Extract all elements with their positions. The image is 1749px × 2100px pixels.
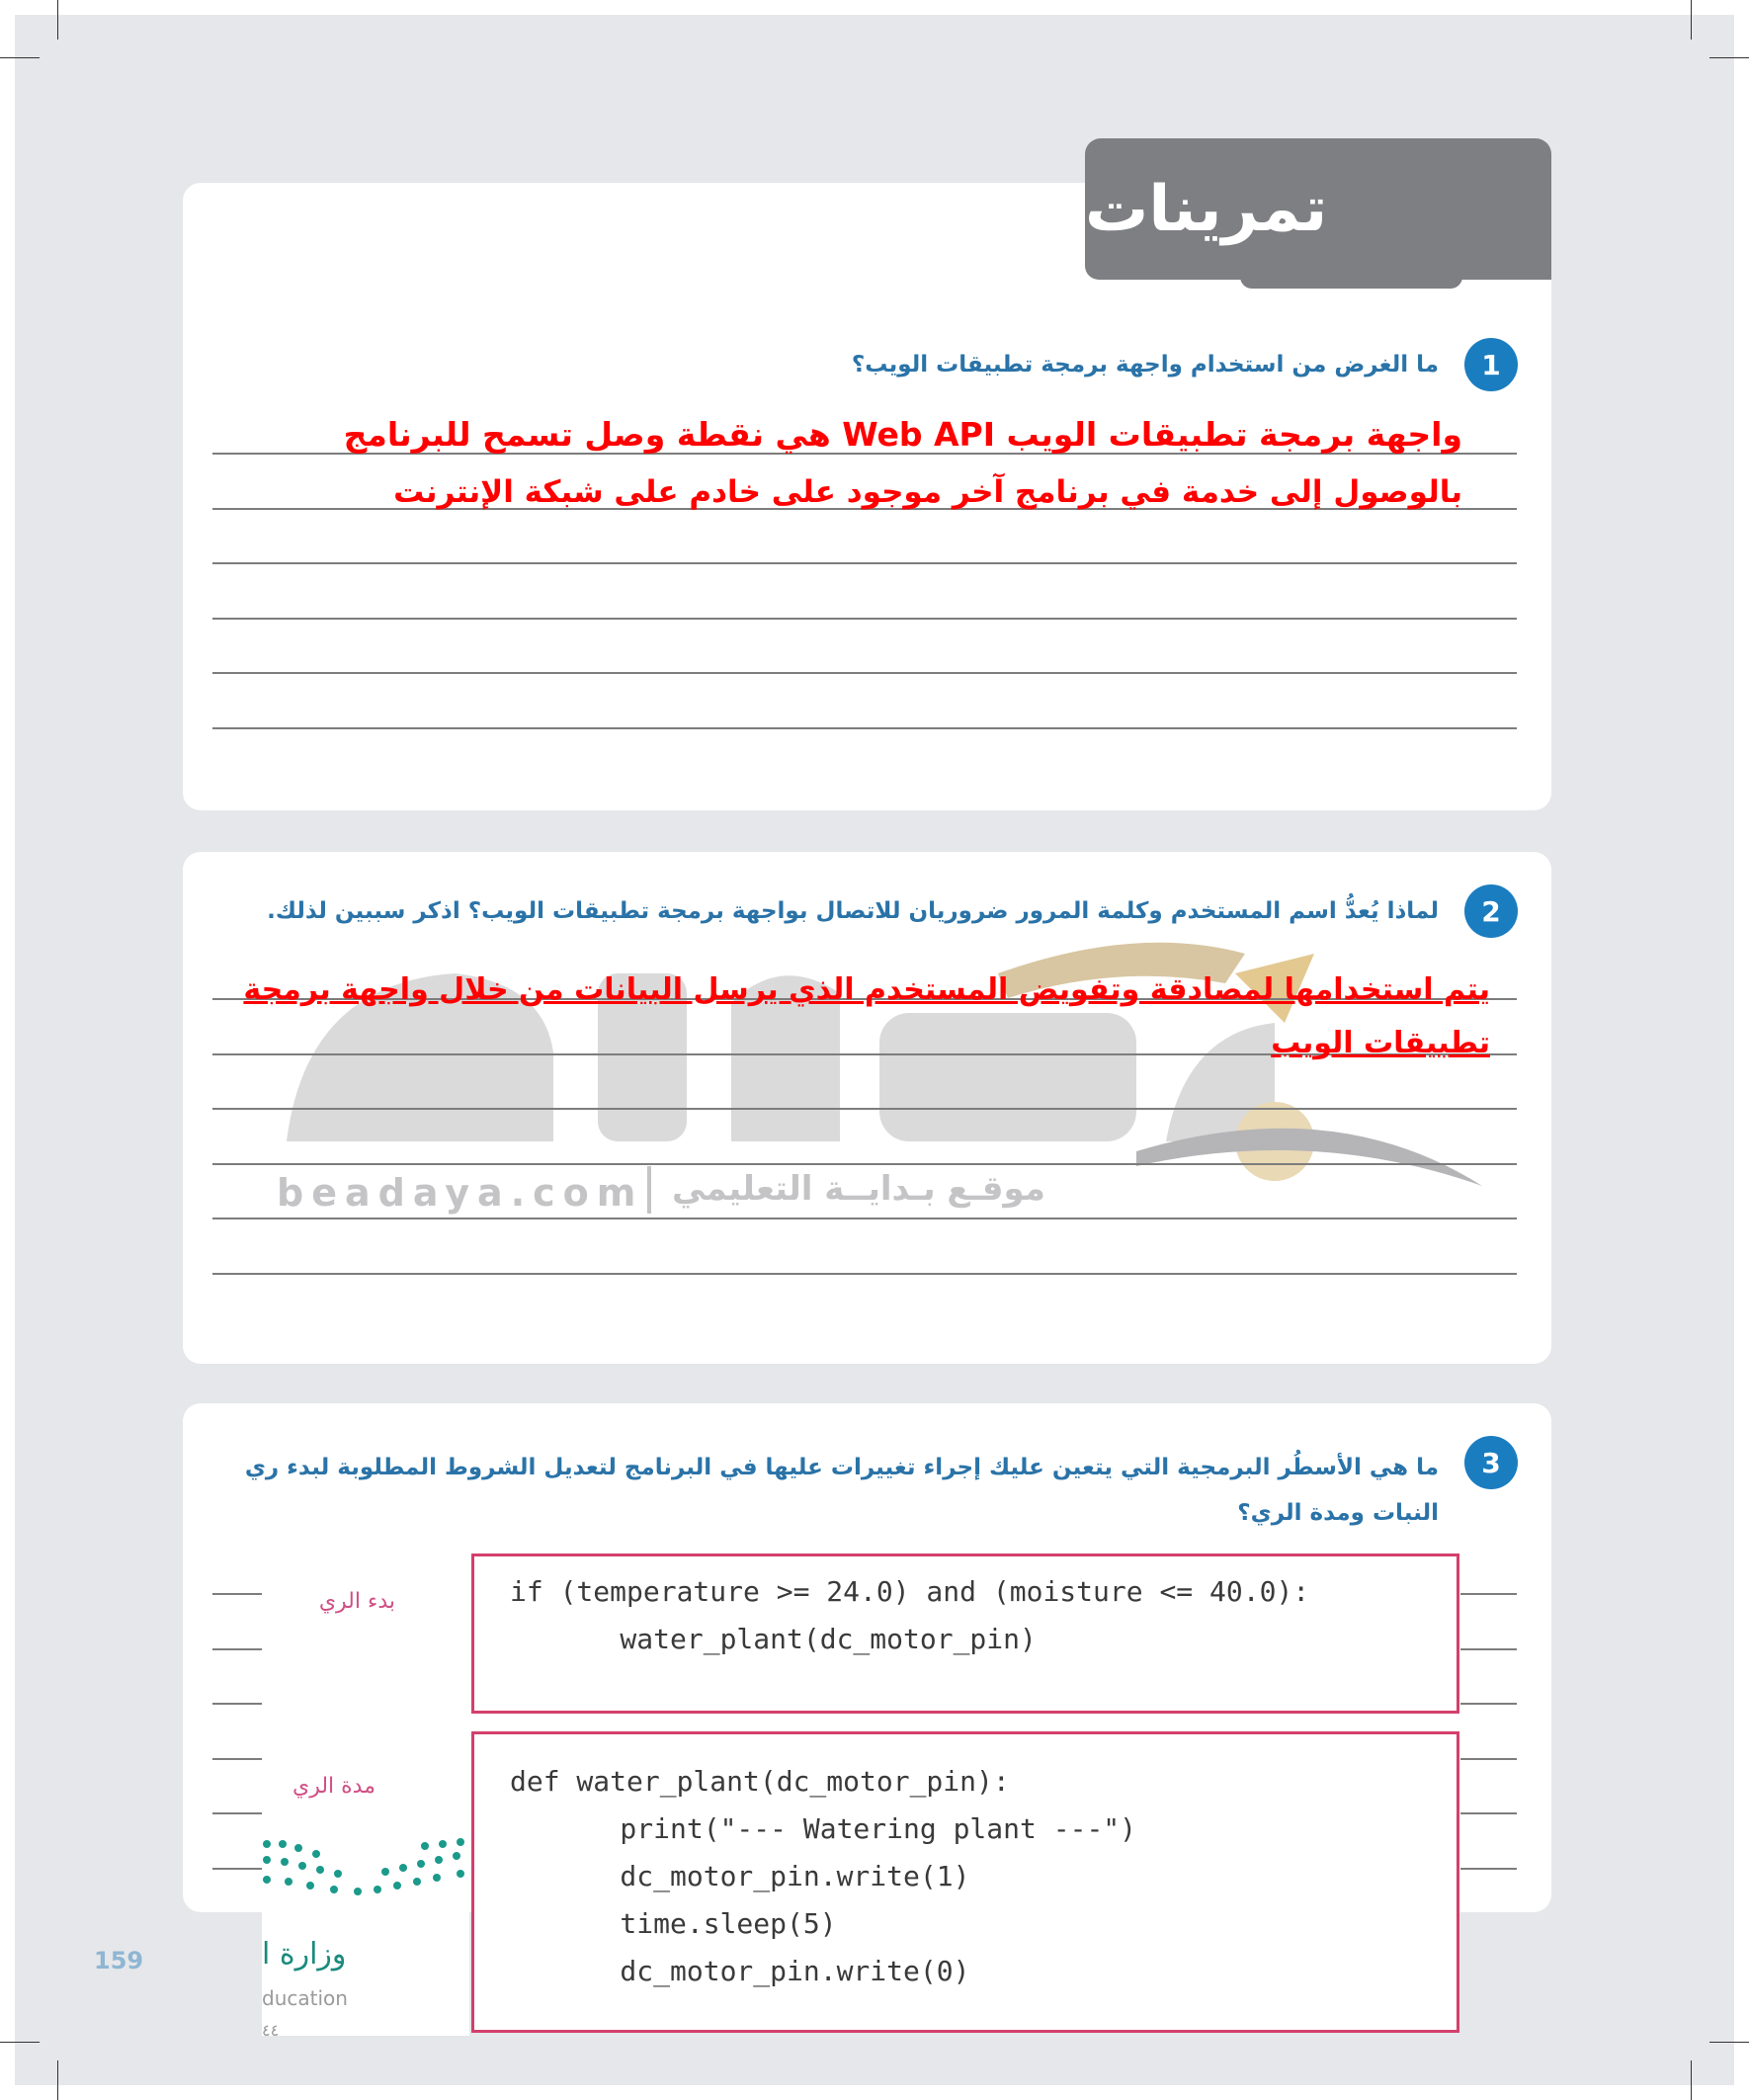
ministry-subtext: ducation: [262, 1986, 348, 2010]
answer-line: [1460, 1812, 1517, 1814]
answer-line: [1460, 1703, 1517, 1705]
ministry-text: وزارة ا: [262, 1937, 347, 1972]
answer-2-line-1: يتم استخدامها لمصادقة وتفويض المستخدم الذي يرسل البيانات من خلال واجهة برمجة: [243, 972, 1490, 1007]
code-line: dc_motor_pin.write(0): [553, 1955, 970, 1987]
code-block-irrigation-duration: [471, 1731, 1459, 2033]
answer-line: [212, 618, 1517, 620]
question-number-badge: 3: [1464, 1436, 1518, 1489]
crop-mark: [57, 0, 58, 40]
answer-line: [212, 672, 1517, 674]
answer-line: [212, 1273, 1517, 1275]
crop-mark: [57, 2060, 58, 2100]
code-block-irrigation-start: [471, 1554, 1459, 1714]
crop-mark: [1709, 57, 1749, 58]
answer-line: [212, 1163, 1517, 1165]
label-irrigation-start: بدء الري: [318, 1589, 395, 1614]
ministry-logo-dots: [259, 1836, 471, 1905]
question-2-text: لماذا يُعدُّ اسم المستخدم وكلمة المرور ضروريان للاتصال بواجهة برمجة تطبيقات الويب؟ اذكر سببين لذلك.: [267, 898, 1439, 924]
crop-mark: [1709, 2042, 1749, 2043]
answer-line: [212, 1758, 262, 1760]
answer-line: [212, 1868, 262, 1870]
answer-line: [1460, 1758, 1517, 1760]
answer-line: [212, 1218, 1517, 1219]
answer-line: [212, 1593, 262, 1595]
answer-line: [1460, 1868, 1517, 1870]
answer-1-line-1: واجهة برمجة تطبيقات الويب Web API هي نقطة وصل تسمح للبرنامج: [343, 415, 1462, 454]
crop-mark: [0, 57, 40, 58]
ministry-subtext: ٤٤: [262, 2021, 280, 2040]
code-line: if (temperature >= 24.0) and (moisture <= 40.0):: [510, 1575, 1310, 1608]
code-line: def water_plant(dc_motor_pin):: [510, 1765, 1010, 1798]
label-irrigation-duration: مدة الري: [292, 1774, 375, 1799]
watermark-site: beadaya.com: [277, 1171, 644, 1215]
question-3-text-line-2: النبات ومدة الري؟: [1237, 1500, 1439, 1526]
crop-mark: [1691, 2060, 1692, 2100]
answer-line: [212, 727, 1517, 729]
watermark-tagline: موقـع بـدايــة التعليمي: [672, 1169, 1045, 1209]
code-line: water_plant(dc_motor_pin): [553, 1623, 1037, 1655]
answer-line: [212, 1703, 262, 1705]
crop-mark: [1691, 0, 1692, 40]
answer-line: [212, 1648, 262, 1650]
code-line: time.sleep(5): [553, 1907, 837, 1940]
page-number: 159: [94, 1947, 144, 1974]
answer-line: [1460, 1593, 1517, 1595]
answer-line: [212, 1108, 1517, 1110]
question-1-text: ما الغرض من استخدام واجهة برمجة تطبيقات الويب؟: [851, 352, 1439, 378]
page-title: تمرينات: [1085, 172, 1328, 246]
code-line: dc_motor_pin.write(1): [553, 1860, 970, 1892]
code-line: print("--- Watering plant ---"): [553, 1812, 1137, 1845]
answer-2-line-2: تطبيقات الويب: [1271, 1026, 1490, 1060]
question-number-badge: 1: [1464, 338, 1518, 391]
question-3-text-line-1: ما هي الأسطُر البرمجية التي يتعين عليك إجراء تغييرات عليها في البرنامج لتعديل الشروط المطلوبة لبدء ري: [244, 1455, 1439, 1480]
answer-line: [212, 562, 1517, 564]
crop-mark: [0, 2042, 40, 2043]
question-number-badge: 2: [1464, 884, 1518, 938]
answer-1-line-2: بالوصول إلى خدمة في برنامج آخر موجود على خادم على شبكة الإنترنت: [393, 474, 1462, 510]
answer-line: [1460, 1648, 1517, 1650]
watermark-divider: [647, 1166, 651, 1214]
answer-line: [212, 1812, 262, 1814]
